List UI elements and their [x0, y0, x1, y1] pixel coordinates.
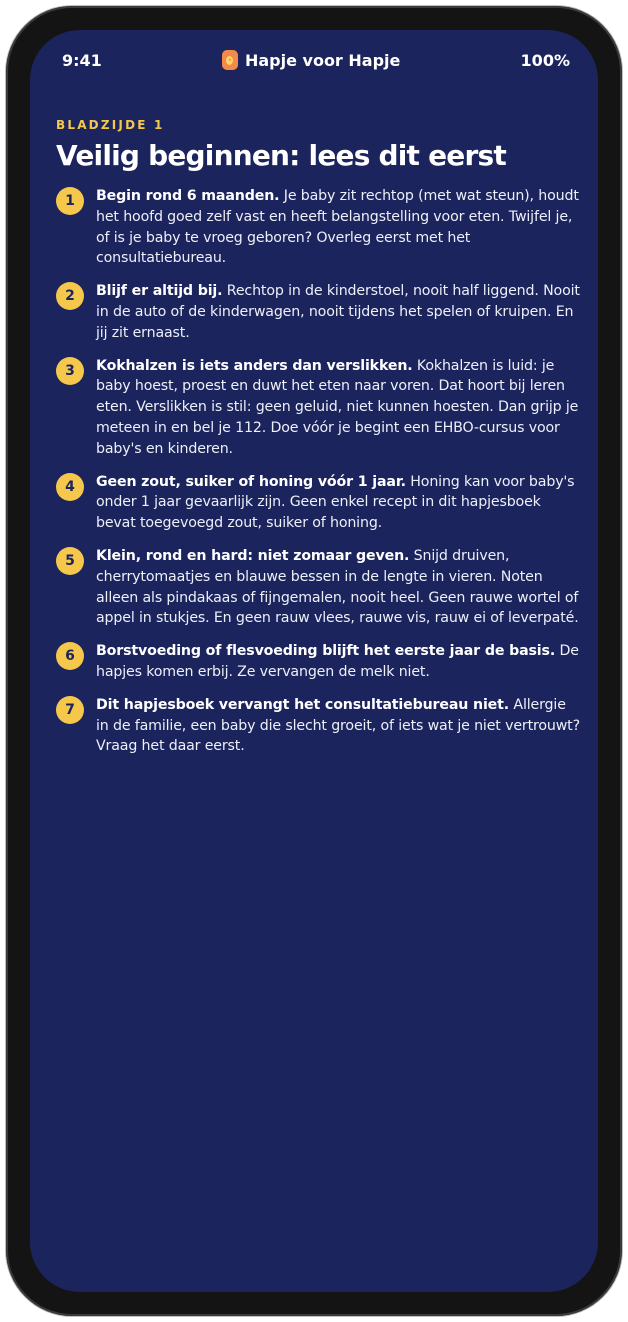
rule-text	[96, 186, 580, 269]
rule-item	[56, 641, 580, 683]
rule-item	[56, 546, 580, 629]
rule-item	[56, 356, 580, 460]
page-eyebrow: BLADZIJDE 1	[56, 118, 165, 132]
rule-body: Honing kan voor baby's onder 1 jaar gevaarlijk zijn. Geen enkel recept in dit hapjesboek bevat toegevoegd zout, suiker of honing.	[96, 473, 575, 532]
app-logo-icon: •	[222, 50, 238, 70]
rule-lead: Borstvoeding of flesvoeding blijft het eerste jaar de basis.	[96, 643, 556, 660]
rule-body: Rechtop in de kinderstoel, nooit half liggend. Nooit in de auto of de kinderwagen, nooit tijdens het spelen of kruipen. En jij zit ernaast.	[96, 283, 580, 341]
status-bar	[30, 30, 598, 90]
rule-body: Allergie in de familie, een baby die slecht groeit, of iets wat je niet vertrouwt? Vraag het daar eerst.	[96, 696, 580, 755]
rule-text	[96, 281, 580, 343]
app-title	[222, 50, 400, 70]
rule-number-badge: 3	[56, 357, 84, 385]
rule-number-badge: 6	[56, 642, 84, 670]
rule-lead: Geen zout, suiker of honing vóór 1 jaar.	[96, 473, 406, 490]
rule-body: De hapjes komen erbij. Ze vervangen de melk niet.	[96, 643, 579, 680]
rule-text	[96, 356, 580, 460]
rule-item	[56, 281, 580, 343]
rule-body: Je baby zit rechtop (met wat steun), houdt het hoofd goed zelf vast en heeft belangstelling voor eten. Twijfel je, of is je baby te vroeg geboren? Overleg eerst met het consultatiebureau.	[96, 188, 579, 267]
rule-number-badge: 7	[56, 696, 84, 724]
rule-lead: Blijf er altijd bij.	[96, 283, 223, 300]
page-content	[56, 118, 580, 769]
app-name: Hapje voor Hapje	[244, 50, 401, 70]
rule-lead: Kokhalzen is iets anders dan verslikken.	[96, 357, 413, 374]
rule-lead: Klein, rond en hard: niet zomaar geven.	[96, 547, 410, 564]
rule-text	[96, 641, 580, 683]
page-title: Veilig beginnen: lees dit eerst	[56, 139, 506, 172]
rule-body: Kokhalzen is luid: je baby hoest, proest en duwt het eten naar voren. Dat hoort bij leren eten. Verslikken is stil: geen geluid, niet kunnen hoesten. Dan grijp je meteen in en bel je 112. Doe vóór je begint een EHBO-cursus voor baby's en kinderen.	[96, 357, 579, 457]
rule-lead: Dit hapjesboek vervangt het consultatiebureau niet.	[96, 696, 510, 713]
rules-list	[56, 186, 580, 757]
rule-text	[96, 695, 580, 757]
rule-text	[96, 472, 580, 534]
rule-item	[56, 695, 580, 757]
rule-number-badge: 2	[56, 282, 84, 310]
rule-item	[56, 186, 580, 269]
screen	[30, 30, 598, 1292]
battery-level: 100%	[520, 50, 570, 70]
phone-frame	[6, 6, 622, 1316]
rule-item	[56, 472, 580, 534]
rule-lead: Begin rond 6 maanden.	[96, 188, 280, 204]
rule-number-badge: 4	[56, 473, 84, 501]
rule-number-badge: 1	[56, 187, 84, 215]
status-time: 9:41	[62, 50, 102, 70]
rule-body: Snijd druiven, cherrytomaatjes en blauwe bessen in de lengte in vieren. Noten alleen als pindakaas of fijngemalen, nooit heel. Geen rauwe wortel of appel in stukjes. En geen rauw vlees, rauwe vis, rauw ei of leverpaté.	[96, 547, 579, 627]
rule-text	[96, 546, 580, 629]
rule-number-badge: 5	[56, 547, 84, 575]
